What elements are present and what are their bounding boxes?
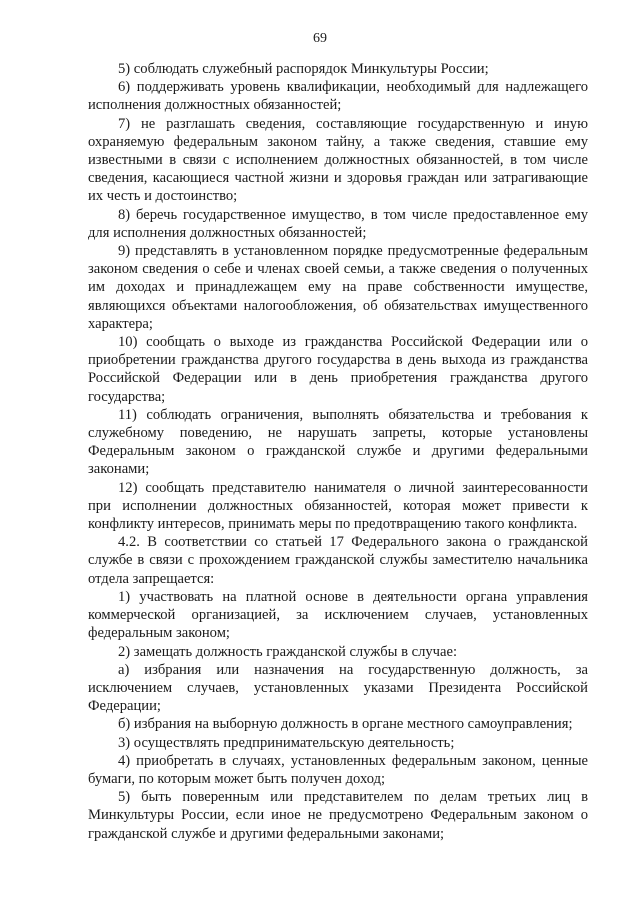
paragraph-prohibition-2b: б) избрания на выборную должность в органе местного самоуправления;	[118, 716, 573, 733]
paragraph-prohibition-1: 1) участвовать на платной основе в деятельности органа управления коммерческой организацией, за исключением случаев, установленных федеральным законом;	[88, 588, 588, 642]
paragraph-duty-6: 6) поддерживать уровень квалификации, необходимый для надлежащего исполнения должностных обязанностей;	[88, 79, 588, 114]
page-number: 69	[313, 31, 327, 46]
paragraph-duty-9: 9) представлять в установленном порядке предусмотренные федеральным законом сведения о себе и членах своей семьи, а также сведения о полученных им доходах и принадлежащем ему на праве собственности имуществе, являющихся объектами налогообложения, об обязательствах имущественного характера;	[88, 243, 588, 332]
document-body	[88, 60, 588, 843]
paragraph-prohibition-3: 3) осуществлять предпринимательскую деятельность;	[118, 734, 455, 751]
paragraph-prohibition-5: 5) быть поверенным или представителем по делам третьих лиц в Минкультуры России, если иное не предусмотрено Федеральным законом о гражданской службе и другими федеральными законами;	[88, 789, 588, 842]
paragraph-duty-11: 11) соблюдать ограничения, выполнять обязательства и требования к служебному поведению, не нарушать запреты, которые установлены Федеральным законом о гражданской службе и другими федеральными законами;	[88, 406, 588, 478]
paragraph-duty-10: 10) сообщать о выходе из гражданства Российской Федерации или о приобретении гражданства другого государства в день выхода из гражданства Российской Федерации или в день приобретения гражданства другого государства;	[88, 334, 588, 405]
paragraph-prohibition-4: 4) приобретать в случаях, установленных федеральным законом, ценные бумаги, по которым может быть получен доход;	[88, 752, 588, 787]
paragraph-duty-8: 8) беречь государственное имущество, в том числе предоставленное ему для исполнения должностных обязанностей;	[88, 206, 588, 241]
paragraph-section-4-2: 4.2. В соответствии со статьей 17 Федерального закона о гражданской службе в связи с прохождением гражданской службы заместителю начальника отдела запрещается:	[88, 534, 588, 587]
paragraph-duty-5: 5) соблюдать служебный распорядок Минкультуры России;	[118, 61, 489, 77]
paragraph-prohibition-2: 2) замещать должность гражданской службы в случае:	[118, 643, 458, 660]
paragraph-prohibition-2a: а) избрания или назначения на государственную должность, за исключением случаев, установленных указами Президента Российской Федерации;	[88, 661, 588, 715]
paragraph-duty-12: 12) сообщать представителю нанимателя о личной заинтересованности при исполнении должностных обязанностей, которая может привести к конфликту интересов, принимать меры по предотвращению такого конфликта.	[88, 479, 588, 533]
paragraph-duty-7: 7) не разглашать сведения, составляющие государственную и иную охраняемую федеральным законом тайну, а также сведения, ставшие ему известными в связи с исполнением должностных обязанностей, в том числе сведения, касающиеся частной жизни и здоровья граждан или затрагивающие их честь и достоинство;	[88, 115, 588, 205]
